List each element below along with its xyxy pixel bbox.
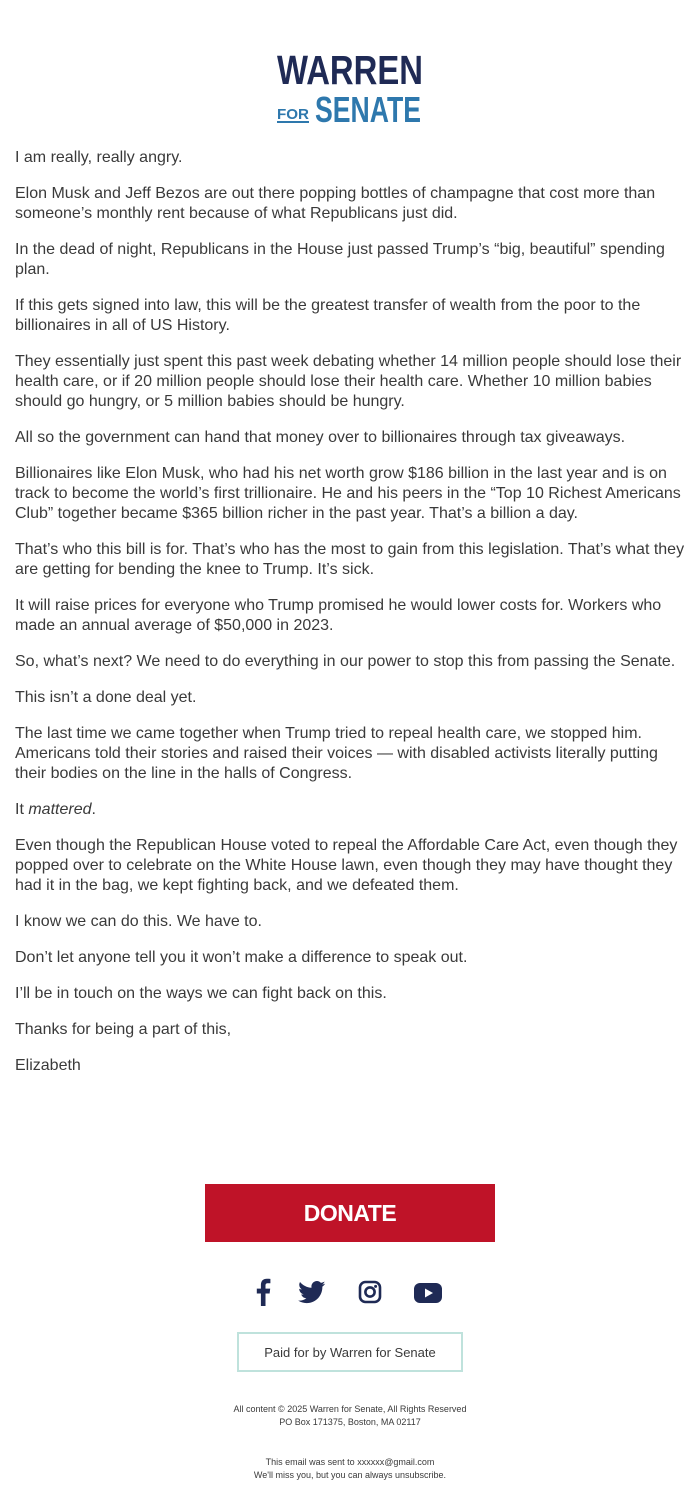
paragraph: That’s who this bill is for. That’s who has the most to gain from this legislation. That’s what they are getting for bending the knee to Trump. It’s sick. [15,541,685,578]
paragraph: Don’t let anyone tell you it won’t make a difference to speak out. [15,949,468,966]
footer-email-info [0,1456,700,1482]
signature: Elizabeth [15,1057,81,1074]
footer-unsubscribe[interactable]: We'll miss you, but you can always unsubscribe. [253,1470,447,1480]
logo-text-warren: WARREN [277,47,423,93]
paragraph: All so the government can hand that money over to billionaires through tax giveaways. [15,429,626,446]
paragraph: Thanks for being a part of this, [15,1021,232,1038]
paragraph: The last time we came together when Trump tried to repeal health care, we stopped him. Americans told their stories and raised their voices — with disabled activists literally putting their bodies on the line in the halls of Congress. [15,725,658,782]
twitter-icon[interactable] [298,1281,326,1309]
footer-legal [0,1403,700,1429]
paragraph: They essentially just spent this past week debating whether 14 million people should lose their health care, or if 20 million people should lose their health care. Whether 10 million babies should go hungry, or 5 million babies should be hungry. [15,353,682,410]
paragraph: This isn’t a done deal yet. [15,689,197,706]
instagram-icon[interactable] [358,1280,382,1309]
paragraph: I’ll be in touch on the ways we can fight back on this. [15,985,387,1002]
donate-button[interactable]: DONATE [205,1184,495,1242]
paragraph: I know we can do this. We have to. [15,913,262,930]
youtube-icon[interactable] [414,1283,442,1308]
paragraph: So, what’s next? We need to do everything in our power to stop this from passing the Senate. [15,653,676,670]
paragraph: Billionaires like Elon Musk, who had his net worth grow $186 billion in the last year and is on track to become the world’s first trillionaire. He and his peers in the “Top 10 Richest Americans Club” together became $365 billion richer in the past year. That’s a billion a day. [15,465,681,522]
paragraph: I am really, really angry. [15,149,183,166]
mattered-prefix: It [15,801,29,818]
footer-sent-to: This email was sent to xxxxxx@gmail.com [265,1457,435,1467]
paragraph: If this gets signed into law, this will be the greatest transfer of wealth from the poor to the billionaires in all of US History. [15,297,641,334]
paid-for-disclaimer: Paid for by Warren for Senate [237,1332,463,1372]
paragraph: It will raise prices for everyone who Trump promised he would lower costs for. Workers who made an annual average of $50,000 in 2023. [15,597,662,634]
email-body [15,148,685,1092]
logo-text-senate: SENATE [315,89,421,130]
logo-text-for: FOR [277,106,310,123]
facebook-icon[interactable] [254,1278,272,1311]
paragraph: Even though the Republican House voted to repeal the Affordable Care Act, even though they popped over to celebrate on the White House lawn, even though they may have thought they had it in the bag, we kept fighting back, and we defeated them. [15,837,678,894]
mattered-emphasis: mattered [28,801,92,818]
mattered-suffix: . [91,801,96,818]
paragraph: Elon Musk and Jeff Bezos are out there popping bottles of champagne that cost more than someone’s monthly rent because of what Republicans just did. [15,185,656,222]
paragraph-mattered [15,800,685,820]
warren-for-senate-logo [275,47,425,130]
footer-address: PO Box 171375, Boston, MA 02117 [279,1417,421,1427]
logo [0,47,700,130]
social-links [0,1278,700,1308]
footer-copyright: All content © 2025 Warren for Senate, All Rights Reserved [233,1404,467,1414]
paragraph: In the dead of night, Republicans in the House just passed Trump’s “big, beautiful” spending plan. [15,241,665,278]
